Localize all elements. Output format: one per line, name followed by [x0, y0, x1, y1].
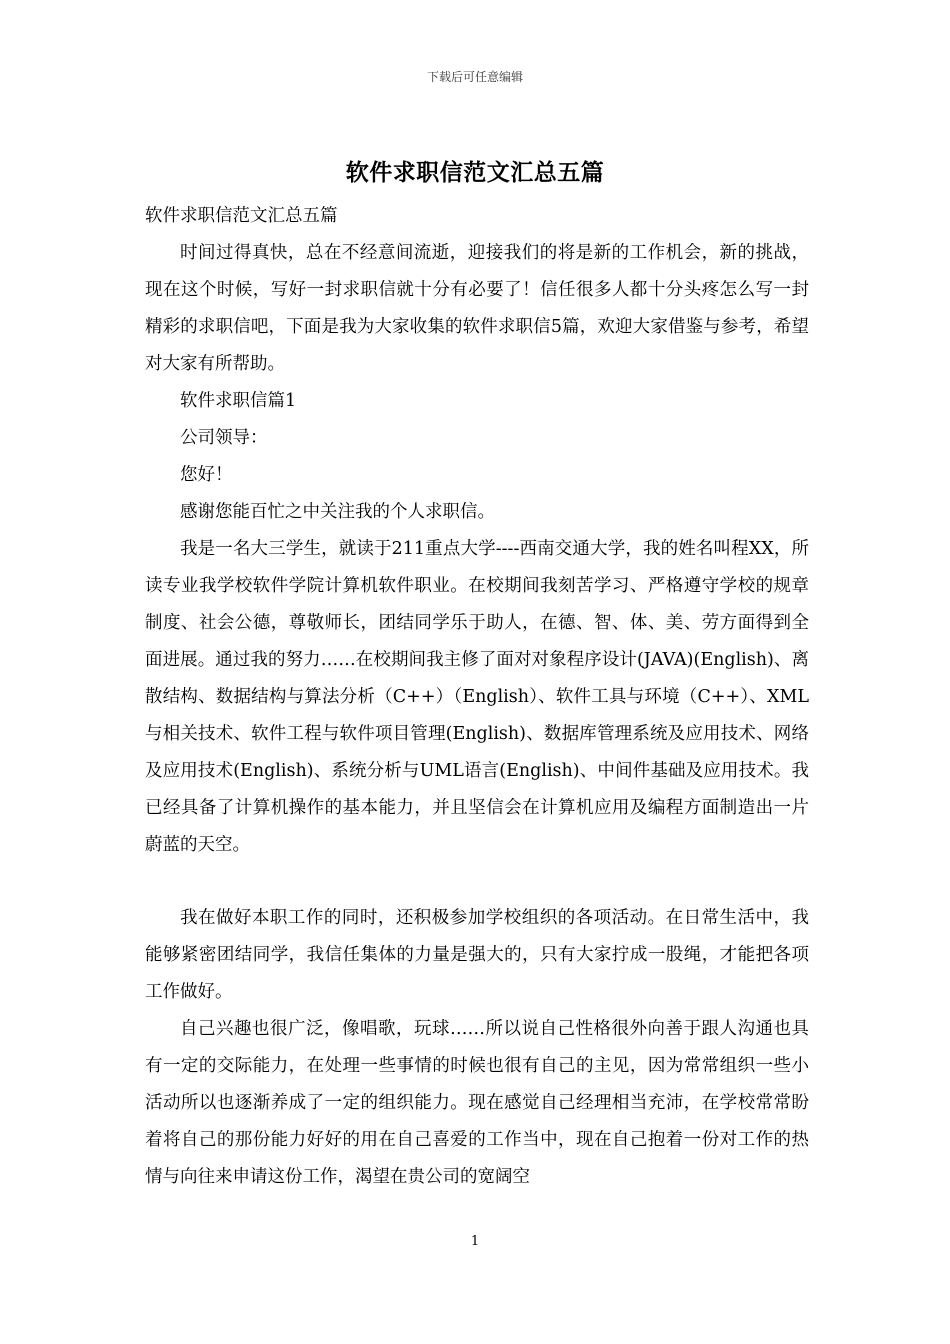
document-body [145, 198, 809, 1196]
self-introduction-paragraph: 我是一名大三学生，就读于211重点大学----西南交通大学，我的姓名叫程XX，所读专业我学校软件学院计算机软件职业。在校期间我刻苦学习、严格遵守学校的规章制度、社会公德，尊敬师长，团结同学乐于助人，在德、智、体、美、劳方面得到全面进展。通过我的努力……在校期间我主修了面对对象程序设计(JAVA)(English)、离散结构、数据结构与算法分析（C++）（English）、软件工具与环境（C++）、XML与相关技术、软件工程与软件项目管理(English)、数据库管理系统及应用技术、网络及应用技术(English)、系统分析与UML语言(English)、中间件基础及应用技术。我已经具备了计算机操作的基本能力，并且坚信会在计算机应用及编程方面制造出一片蔚蓝的天空。 [145, 539, 809, 855]
thanks-paragraph: 感谢您能百忙之中关注我的个人求职信。 [180, 502, 495, 522]
greeting: 您好！ [180, 465, 233, 485]
subtitle-paragraph: 软件求职信范文汇总五篇 [145, 206, 338, 226]
header-note: 下载后可任意编辑 [426, 70, 523, 84]
activities-paragraph: 我在做好本职工作的同时，还积极参加学校组织的各项活动。在日常生活中，我能够紧密团结同学，我信任集体的力量是强大的，只有大家拧成一股绳，才能把各项工作做好。 [145, 908, 809, 1002]
interests-paragraph: 自己兴趣也很广泛，像唱歌，玩球……所以说自己性格很外向善于跟人沟通也具有一定的交际能力，在处理一些事情的时候也很有自己的主见，因为常常组织一些小活动所以也逐渐养成了一定的组织能力。现在感觉自己经理相当充沛，在学校常常盼着将自己的那份能力好好的用在自己喜爱的工作当中，现在自己抱着一份对工作的热情与向往来申请这份工作，渴望在贵公司的宽阔空 [145, 1019, 809, 1187]
page-number: 1 [470, 1234, 480, 1249]
intro-paragraph: 时间过得真快，总在不经意间流逝，迎接我们的将是新的工作机会，新的挑战，现在这个时候，写好一封求职信就十分有必要了！信任很多人都十分头疼怎么写一封精彩的求职信吧，下面是我为大家收集的软件求职信5篇，欢迎大家借鉴与参考，希望对大家有所帮助。 [145, 243, 809, 374]
section-heading: 软件求职信篇1 [180, 391, 297, 411]
document-title: 软件求职信范文汇总五篇 [345, 159, 605, 186]
salutation: 公司领导： [180, 428, 268, 448]
